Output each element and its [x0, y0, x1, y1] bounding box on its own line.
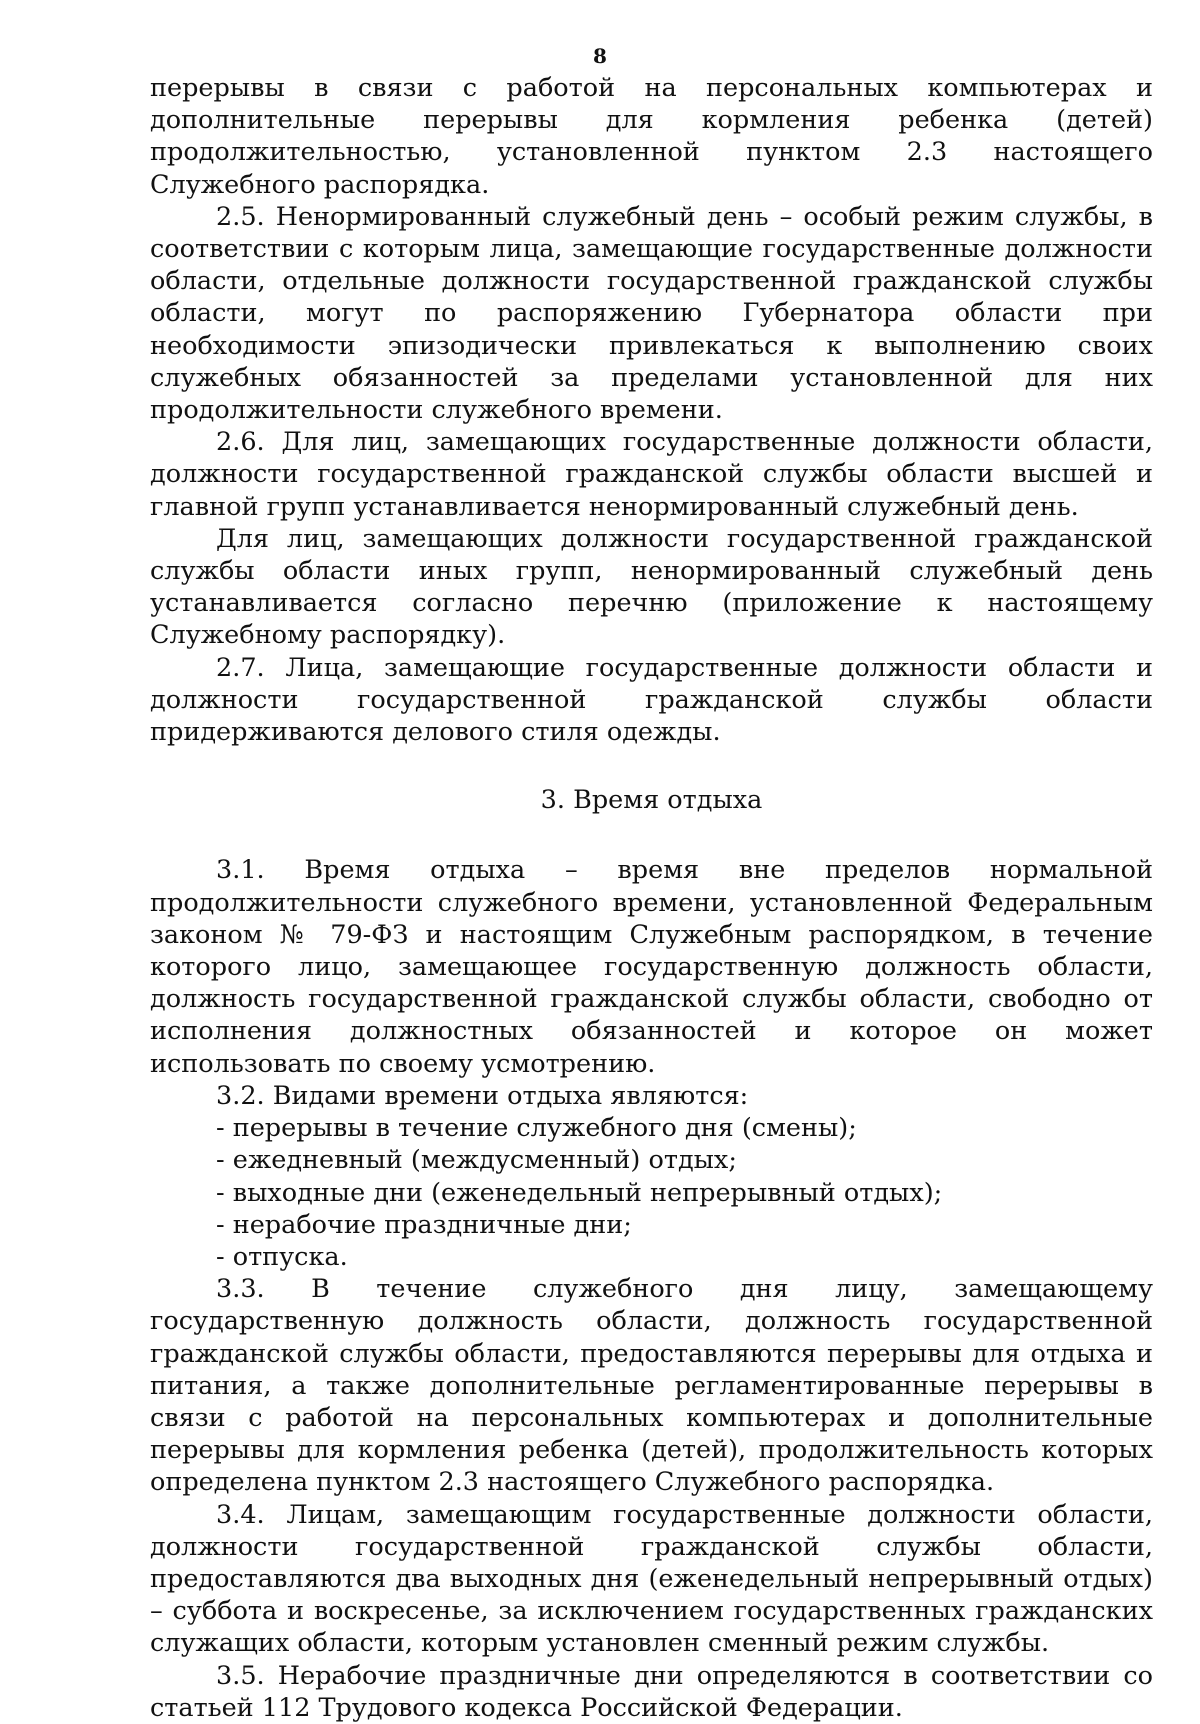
paragraph-3-4: 3.4. Лицам, замещающим государственные должности области, должности государственной гражданской службы области, предоставляются два выходных дня (еженедельный непрерывный отдых) – суббота и воскресенье, за исключением государственных гражданских служащих области, которым установлен сменный режим службы. [150, 1499, 1153, 1659]
list-item: - выходные дни (еженедельный непрерывный отдых); [216, 1177, 943, 1208]
list-item: - ежедневный (междусменный) отдых; [216, 1145, 737, 1176]
paragraph-continuation: перерывы в связи с работой на персональных компьютерах и дополнительные перерывы для кормления ребенка (детей) продолжительностью, установленной пунктом 2.3 настоящего Служебного распорядка. [150, 73, 1153, 200]
paragraph-3-3: 3.3. В течение служебного дня лицу, замещающему государственную должность области, должность государственной гражданской службы области, предоставляются перерывы для отдыха и питания, а также дополнительные регламентированные перерывы в связи с работой на персональных компьютерах и дополнительные перерывы для кормления ребенка (детей), продолжительность которых определена пунктом 2.3 настоящего Служебного распорядка. [150, 1274, 1153, 1498]
paragraph-3-1: 3.1. Время отдыха – время вне пределов нормальной продолжительности служебного времени, установленной Федеральным законом № 79-ФЗ и настоящим Служебным распорядком, в течение которого лицо, замещающее государственную должность области, должность государственной гражданской службы области, свободно от исполнения должностных обязанностей и которое он может использовать по своему усмотрению. [150, 855, 1153, 1079]
paragraph-3-5: 3.5. Нерабочие праздничные дни определяются в соответствии со статьей 112 Трудового кодекса Российской Федерации. [150, 1660, 1153, 1723]
paragraph-3-2: 3.2. Видами времени отдыха являются: [216, 1080, 749, 1111]
page-number: 8 [593, 44, 607, 68]
section-heading-rest-time: 3. Время отдыха [540, 785, 763, 816]
paragraph-2-6: 2.6. Для лиц, замещающих государственные должности области, должности государственной гражданской службы области высшей и главной групп устанавливается ненормированный служебный день. [150, 427, 1153, 522]
paragraph-2-6-other-groups: Для лиц, замещающих должности государственной гражданской службы области иных групп, ненормированный служебный день устанавливается согласно перечню (приложение к настоящему Служебному распорядку). [150, 523, 1153, 651]
list-item: - отпуска. [216, 1241, 348, 1272]
list-item: - нерабочие праздничные дни; [216, 1209, 632, 1240]
list-item: - перерывы в течение служебного дня (смены); [216, 1113, 857, 1144]
rest-types-list [150, 1112, 1153, 1273]
paragraph-2-5: 2.5. Ненормированный служебный день – особый режим службы, в соответствии с которым лица, замещающие государственные должности области, отдельные должности государственной гражданской службы области, могут по распоряжению Губернатора области при необходимости эпизодически привлекаться к выполнению своих служебных обязанностей за пределами установленной для них продолжительности служебного времени. [150, 201, 1153, 426]
paragraph-2-7: 2.7. Лица, замещающие государственные должности области и должности государственной гражданской службы области придерживаются делового стиля одежды. [150, 652, 1153, 748]
document-body [150, 72, 1153, 1724]
